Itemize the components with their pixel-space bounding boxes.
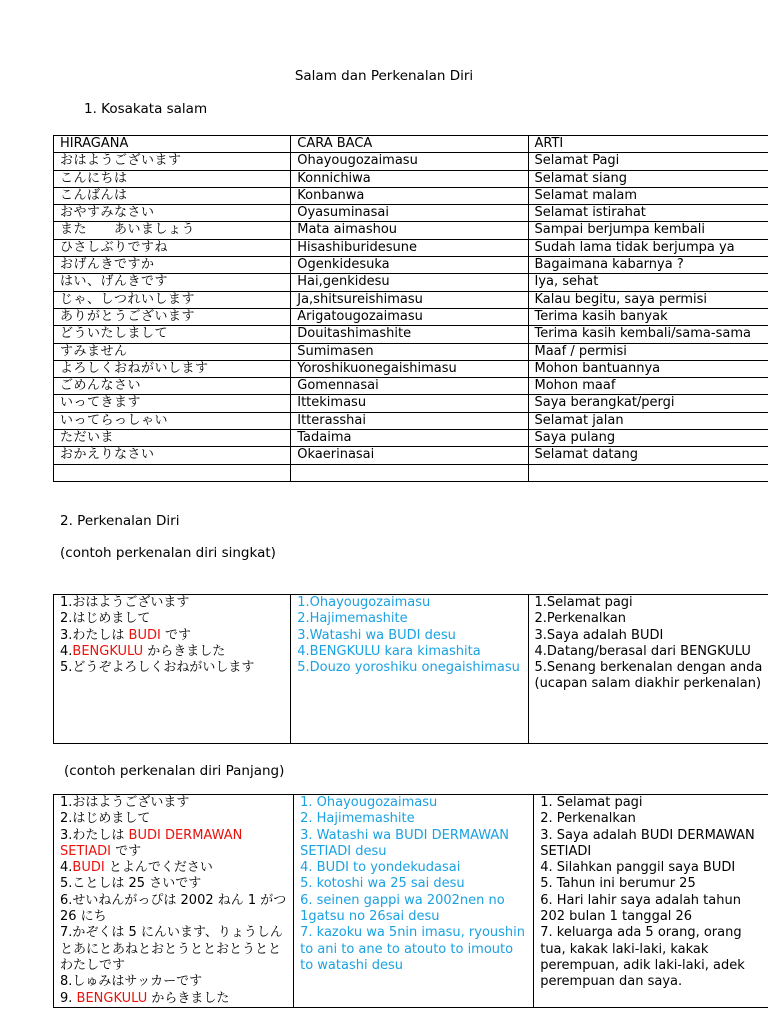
- hiragana-line: [60, 974, 287, 990]
- cara-baca-cell: Gomennasai: [291, 378, 528, 395]
- table-row: [54, 274, 768, 291]
- table-row: [54, 595, 768, 744]
- cara-baca-cell: Itterasshai: [291, 412, 528, 429]
- line-text: はじめまして: [72, 811, 151, 827]
- table-row: [54, 464, 768, 481]
- hiragana-cell: ありがとうございます: [54, 308, 291, 325]
- cara-baca-cell: Konnichiwa: [291, 170, 528, 187]
- cara-baca-cell: Hisashiburidesune: [291, 239, 528, 256]
- arti-line: 3.Saya adalah BUDI: [534, 627, 664, 643]
- arti-cell: Maaf / permisi: [528, 343, 768, 360]
- line-text: からきました: [143, 643, 226, 659]
- arti-cell: Mohon maaf: [528, 378, 768, 395]
- cara-baca-cell: Ja,shitsureishimasu: [291, 291, 528, 308]
- line-text: 3.: [60, 627, 73, 643]
- hiragana-cell: いってきます: [54, 395, 291, 412]
- cara-baca-cell: Ohayougozaimasu: [291, 153, 528, 170]
- arti-cell: Selamat Pagi: [528, 153, 768, 170]
- hiragana-line: [60, 595, 284, 611]
- arti-cell: Saya berangkat/pergi: [528, 395, 768, 412]
- hiragana-cell: [54, 464, 291, 481]
- document-title: Salam dan Perkenalan Diri: [294, 68, 474, 84]
- hiragana-line: [60, 893, 287, 926]
- table-row: [54, 795, 768, 1008]
- line-text: 9.: [60, 990, 77, 1006]
- arti-line: 6. Hari lahir saya adalah tahun 202 bulan 1 tanggal 26: [540, 892, 741, 925]
- arti-cell: Selamat istirahat: [528, 205, 768, 222]
- line-text: です: [160, 627, 191, 643]
- line-text: 5.: [60, 876, 73, 892]
- line-text: 1.: [60, 795, 73, 810]
- table-row: [54, 153, 768, 170]
- line-text: わたしは: [72, 627, 129, 643]
- cara-baca-cell: Ittekimasu: [291, 395, 528, 412]
- arti-line: 4.Datang/berasal dari BENGKULU: [534, 643, 751, 659]
- line-text: とよんでください: [104, 860, 213, 876]
- highlight-text: BUDI: [72, 860, 105, 876]
- column-header: CARA BACA: [291, 136, 528, 153]
- short-arti-cell: [528, 595, 768, 744]
- hiragana-cell: すみません: [54, 343, 291, 360]
- column-header: ARTI: [528, 136, 768, 153]
- cara-baca-cell: Konbanwa: [291, 187, 528, 204]
- line-text: 7.: [60, 925, 73, 941]
- arti-cell: Saya pulang: [528, 430, 768, 447]
- cara-baca-cell: Hai,genkidesu: [291, 274, 528, 291]
- long-hiragana-cell: [54, 795, 294, 1008]
- line-text: はじめまして: [72, 611, 151, 627]
- line-text: 8.: [60, 974, 73, 990]
- hiragana-cell: こんにちは: [54, 170, 291, 187]
- table-header-row: [54, 136, 768, 153]
- romaji-line: 1.Ohayougozaimasu: [297, 595, 431, 610]
- table-row: [54, 205, 768, 222]
- line-text: せいねんがっぴは 2002 ねん 1 がつ 26 にち: [60, 892, 287, 925]
- arti-cell: Terima kasih banyak: [528, 308, 768, 325]
- arti-cell: Kalau begitu, saya permisi: [528, 291, 768, 308]
- table-row: [54, 395, 768, 412]
- hiragana-cell: ただいま: [54, 430, 291, 447]
- long-romaji-cell: [294, 795, 534, 1008]
- romaji-line: 3.Watashi wa BUDI desu: [297, 627, 456, 643]
- line-text: 3.: [60, 827, 73, 843]
- hiragana-line: [60, 860, 287, 876]
- hiragana-cell: ひさしぶりですね: [54, 239, 291, 256]
- arti-cell: Sampai berjumpa kembali: [528, 222, 768, 239]
- romaji-line: 6. seinen gappi wa 2002nen no 1gatsu no 26sai desu: [300, 892, 505, 925]
- table-row: [54, 239, 768, 256]
- arti-cell: Bagaimana kabarnya ?: [528, 257, 768, 274]
- section-heading-vocab: 1. Kosakata salam: [84, 101, 208, 117]
- cara-baca-cell: [291, 464, 528, 481]
- arti-line: 2.Perkenalkan: [534, 611, 627, 627]
- cara-baca-cell: Douitashimashite: [291, 326, 528, 343]
- vocab-table: [53, 135, 768, 482]
- table-row: [54, 378, 768, 395]
- line-text: どうぞよろしくおねがいします: [72, 660, 255, 676]
- table-row: [54, 291, 768, 308]
- long-intro-table: [53, 794, 768, 1008]
- highlight-text: BENGKULU: [72, 643, 144, 659]
- arti-line: 7. keluarga ada 5 orang, orang tua, kakak laki-laki, kakak perempuan, adik laki-laki, adek perempuan dan saya.: [540, 925, 745, 990]
- highlight-text: BUDI: [128, 627, 161, 643]
- line-text: 5.: [60, 660, 73, 676]
- line-text: 2.: [60, 811, 73, 827]
- arti-line: 5.Senang berkenalan dengan anda (ucapan salam diakhir perkenalan): [534, 660, 763, 692]
- short-hiragana-cell: [54, 595, 291, 744]
- line-text: わたしは: [72, 827, 129, 843]
- table-row: [54, 257, 768, 274]
- section-heading-intro: 2. Perkenalan Diri: [60, 513, 180, 529]
- line-text: かぞくは 5 にんいます、りょうしんとあにとあねとおとうととおとうととわたしです: [60, 925, 283, 973]
- cara-baca-cell: Sumimasen: [291, 343, 528, 360]
- hiragana-cell: じゃ、しつれいします: [54, 291, 291, 308]
- hiragana-line: [60, 795, 287, 811]
- table-row: [54, 343, 768, 360]
- arti-cell: Sudah lama tidak berjumpa ya: [528, 239, 768, 256]
- hiragana-cell: はい、げんきです: [54, 274, 291, 291]
- romaji-line: 7. kazoku wa 5nin imasu, ryoushin to ani to ane to atouto to imouto to watashi desu: [300, 925, 526, 973]
- cara-baca-cell: Oyasuminasai: [291, 205, 528, 222]
- short-example-heading: (contoh perkenalan diri singkat): [60, 545, 276, 561]
- short-intro-table: [53, 594, 768, 744]
- hiragana-line: [60, 644, 284, 660]
- hiragana-cell: いってらっしゃい: [54, 412, 291, 429]
- cara-baca-cell: Okaerinasai: [291, 447, 528, 464]
- arti-cell: Selamat siang: [528, 170, 768, 187]
- table-row: [54, 326, 768, 343]
- short-romaji-cell: [291, 595, 528, 744]
- hiragana-line: [60, 828, 287, 861]
- hiragana-cell: こんばんは: [54, 187, 291, 204]
- long-example-heading: (contoh perkenalan diri Panjang): [64, 763, 285, 779]
- cara-baca-cell: Tadaima: [291, 430, 528, 447]
- hiragana-line: [60, 876, 287, 892]
- romaji-line: 1. Ohayougozaimasu: [300, 795, 438, 810]
- hiragana-cell: おはようございます: [54, 153, 291, 170]
- arti-cell: [528, 464, 768, 481]
- hiragana-cell: ごめんなさい: [54, 378, 291, 395]
- line-text: 1.: [60, 595, 73, 610]
- arti-cell: Iya, sehat: [528, 274, 768, 291]
- hiragana-cell: また あいましょう: [54, 222, 291, 239]
- arti-cell: Selamat datang: [528, 447, 768, 464]
- hiragana-line: [60, 611, 284, 627]
- table-row: [54, 187, 768, 204]
- romaji-line: 3. Watashi wa BUDI DERMAWAN SETIADI desu: [300, 827, 510, 859]
- arti-cell: Selamat jalan: [528, 412, 768, 429]
- line-text: ことしは 25 さいです: [72, 876, 202, 892]
- arti-cell: Selamat malam: [528, 187, 768, 204]
- arti-cell: Terima kasih kembali/sama-sama: [528, 326, 768, 343]
- cara-baca-cell: Ogenkidesuka: [291, 257, 528, 274]
- hiragana-line: [60, 660, 284, 676]
- line-text: からきました: [147, 990, 230, 1006]
- romaji-line: 2.Hajimemashite: [297, 611, 408, 627]
- hiragana-cell: おやすみなさい: [54, 205, 291, 222]
- hiragana-cell: おげんきですか: [54, 257, 291, 274]
- long-arti-cell: [534, 795, 768, 1008]
- line-text: おはようございます: [72, 595, 190, 610]
- table-row: [54, 170, 768, 187]
- romaji-line: 4. BUDI to yondekudasai: [300, 860, 461, 876]
- line-text: しゅみはサッカーです: [72, 974, 203, 990]
- line-text: です: [110, 843, 142, 859]
- table-row: [54, 412, 768, 429]
- arti-line: 1. Selamat pagi: [540, 795, 643, 810]
- table-row: [54, 308, 768, 325]
- table-row: [54, 447, 768, 464]
- hiragana-line: [60, 628, 284, 644]
- cara-baca-cell: Yoroshikuonegaishimasu: [291, 360, 528, 377]
- hiragana-cell: おかえりなさい: [54, 447, 291, 464]
- cara-baca-cell: Arigatougozaimasu: [291, 308, 528, 325]
- table-row: [54, 360, 768, 377]
- romaji-line: 4.BENGKULU kara kimashita: [297, 643, 481, 659]
- arti-line: 5. Tahun ini berumur 25: [540, 876, 696, 892]
- highlight-text: BUDI DERMAWAN SETIADI: [60, 827, 243, 859]
- hiragana-cell: よろしくおねがいします: [54, 360, 291, 377]
- romaji-line: 2. Hajimemashite: [300, 811, 415, 827]
- line-text: 6.: [60, 892, 73, 908]
- line-text: 4.: [60, 643, 73, 659]
- column-header: HIRAGANA: [54, 136, 291, 153]
- hiragana-cell: どういたしまして: [54, 326, 291, 343]
- romaji-line: 5.Douzo yoroshiku onegaishimasu: [297, 660, 520, 676]
- arti-line: 3. Saya adalah BUDI DERMAWAN SETIADI: [540, 827, 755, 859]
- romaji-line: 5. kotoshi wa 25 sai desu: [300, 876, 465, 892]
- hiragana-line: [60, 925, 287, 974]
- cara-baca-cell: Mata aimashou: [291, 222, 528, 239]
- line-text: 4.: [60, 860, 73, 876]
- arti-line: 4. Silahkan panggil saya BUDI: [540, 860, 736, 876]
- highlight-text: BENGKULU: [76, 990, 148, 1006]
- arti-cell: Mohon bantuannya: [528, 360, 768, 377]
- hiragana-line: [60, 991, 287, 1007]
- line-text: 2.: [60, 611, 73, 627]
- line-text: おはようございます: [72, 795, 190, 810]
- table-row: [54, 430, 768, 447]
- arti-line: 1.Selamat pagi: [534, 595, 633, 610]
- hiragana-line: [60, 811, 287, 827]
- arti-line: 2. Perkenalkan: [540, 811, 636, 827]
- table-row: [54, 222, 768, 239]
